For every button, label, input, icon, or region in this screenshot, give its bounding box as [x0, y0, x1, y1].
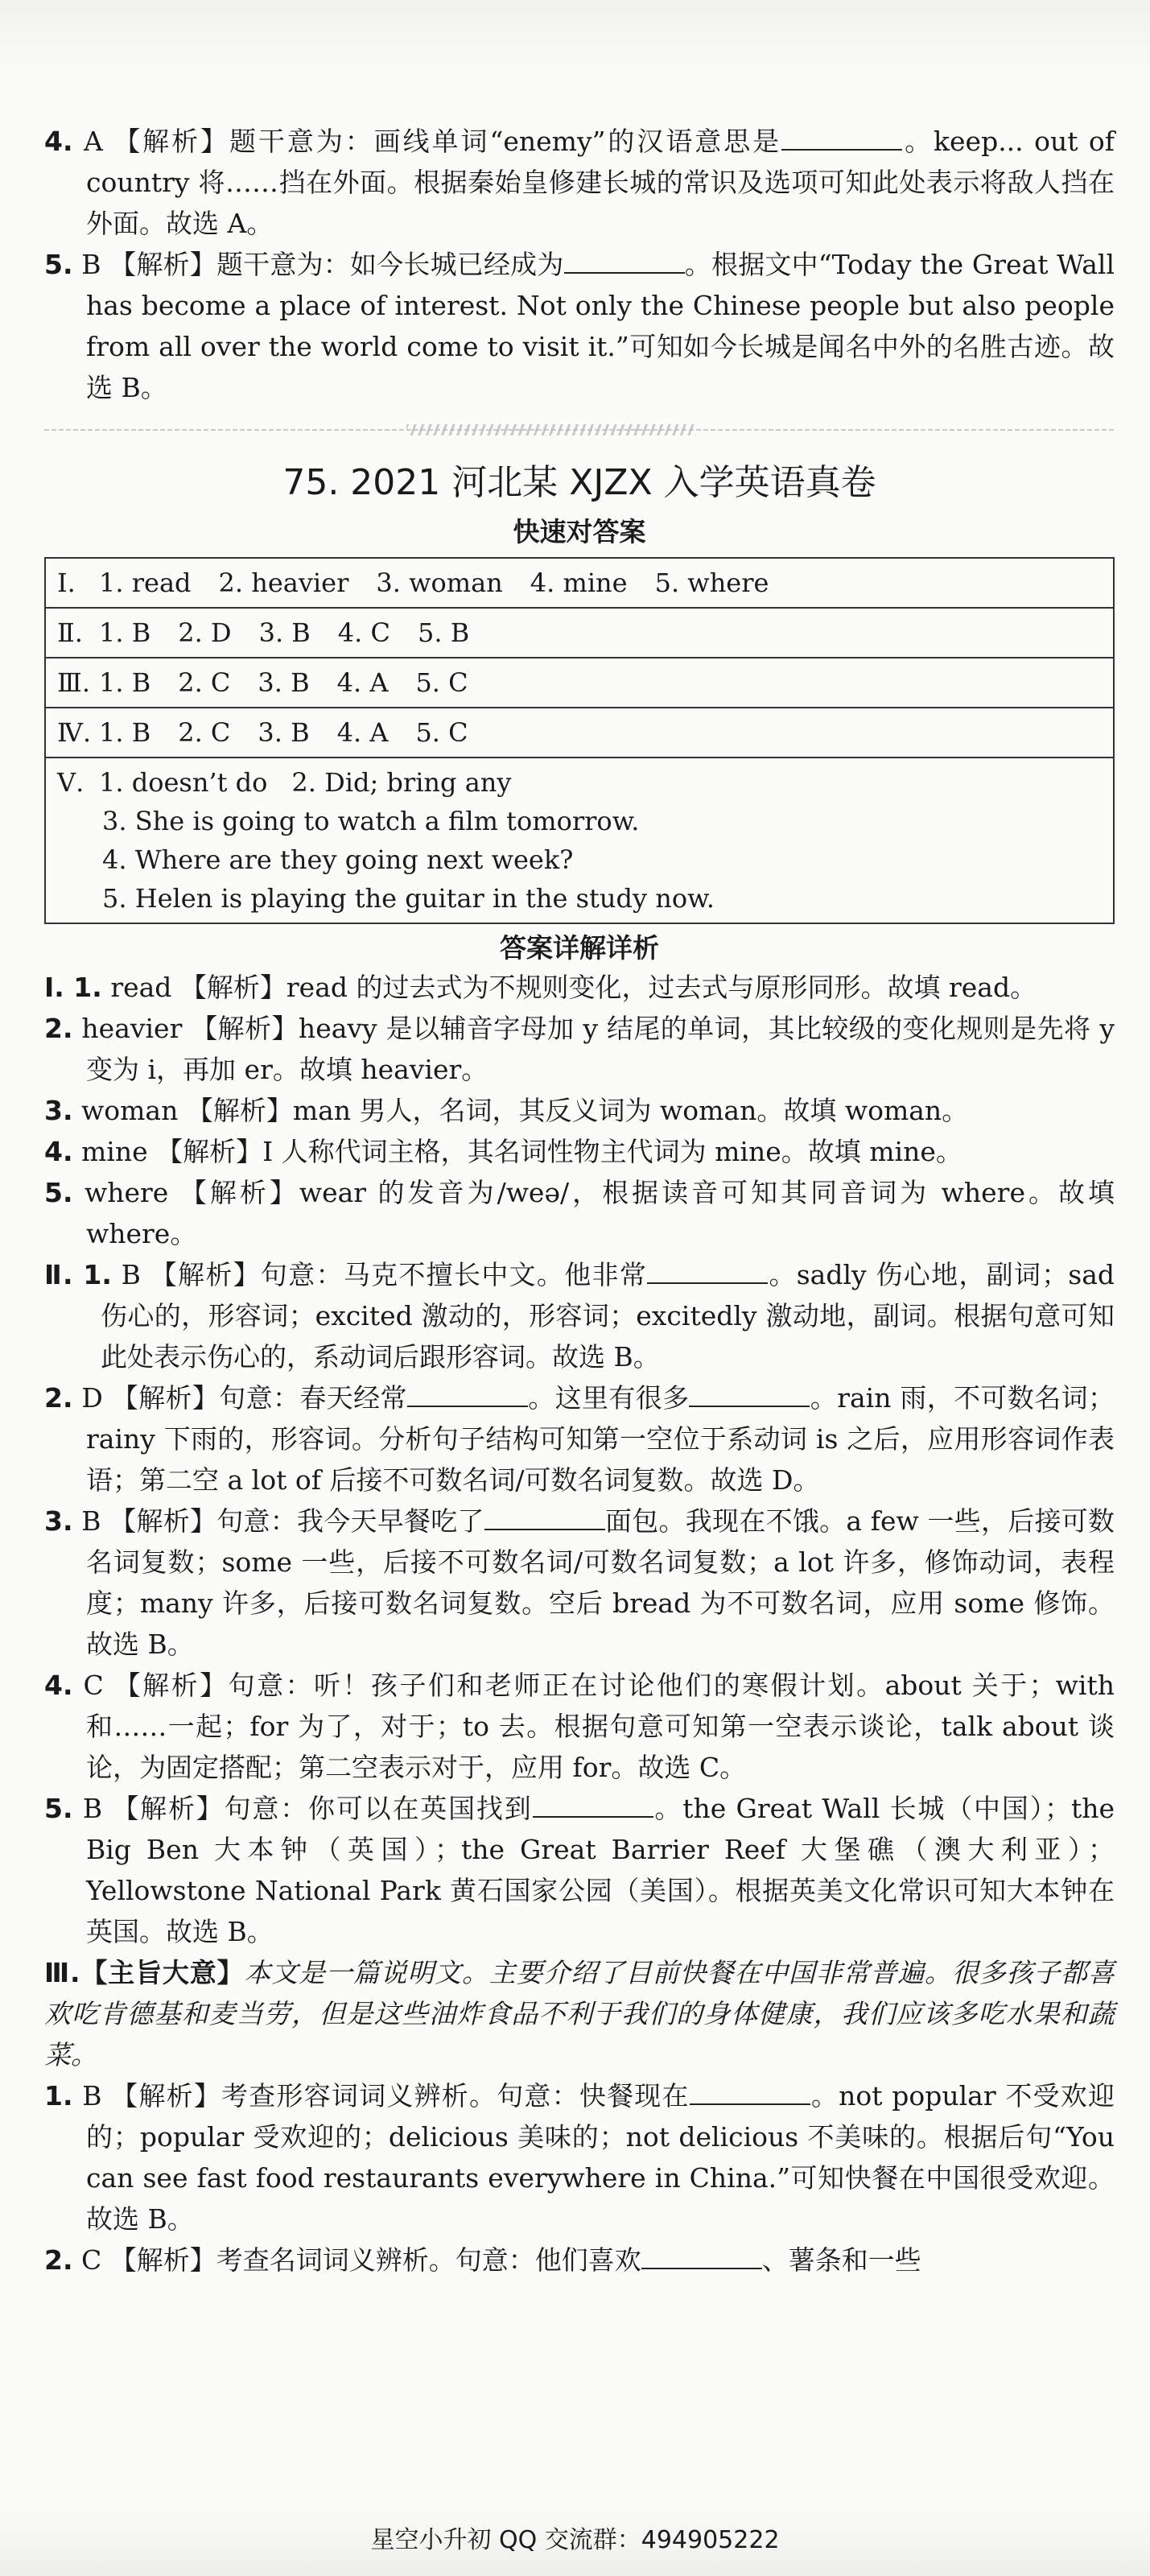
- detail-2-2: 2. D 【解析】句意：春天经常 。这里有很多 。rain 雨，不可数名词；rainy 下雨的，形容词。分析句子结构可知第一空位于系动词 is 之后，应用形容词作表语；第二空 a lot of 后接不可数名词/可数名词复数。故选 D。: [44, 1382, 1115, 1496]
- detail-2-4: 4. C 【解析】句意：听！孩子们和老师正在讨论他们的寒假计划。about 关于；with 和……一起；for 为了，对于；to 去。根据句意可知第一空表示谈论，talk about 谈论，为固定搭配；第二空表示对于，应用 for。故选 C。: [44, 1670, 1115, 1783]
- quick-row-5: Ⅴ. 1. doesn’t do 2. Did; bring any 3. She is going to watch a film tomorrow. 4. Where are they going next week? 5. Helen is playing the guitar in the study now.: [45, 758, 1114, 923]
- detail-1-4: 4. mine 【解析】I 人称代词主格，其名词性物主代词为 mine。故填 mine。: [44, 1136, 962, 1167]
- quick-row-3: Ⅲ. 1. B 2. C 3. B 4. A 5. C: [45, 658, 1114, 708]
- detail-1-2: 2. heavier 【解析】heavy 是以辅音字母加 y 结尾的单词，其比较级的变化规则是先将 y 变为 i，再加 er。故填 heavier。: [44, 1013, 1115, 1085]
- quick-row-2: Ⅱ. 1. B 2. D 3. B 4. C 5. B: [45, 608, 1114, 658]
- top-item-5: 5. B 【解析】题干意为：如今长城已经成为 。根据文中“Today the Great Wall has become a place of interest. Not only the Chinese people but also people from all over the world come to visit it.”可知如今长城是闻名中外的名胜古迹。故选 B。: [44, 249, 1115, 403]
- scan-edge-top: [0, 0, 1150, 76]
- quick-row-4: Ⅳ. 1. B 2. C 3. B 4. A 5. C: [45, 708, 1114, 758]
- detail-1-1: Ⅰ. 1. read 【解析】read 的过去式为不规则变化，过去式与原形同形。故填 read。: [44, 972, 1037, 1003]
- detail-1-5: 5. where 【解析】wear 的发音为/weə/，根据读音可知其同音词为 where。故填 where。: [44, 1177, 1115, 1249]
- detail-3-summary: Ⅲ.【主旨大意】本文是一篇说明文。主要介绍了目前快餐在中国非常普遍。很多孩子都喜欢吃肯德基和麦当劳，但是这些油炸食品不利于我们的身体健康，我们应该多吃水果和蔬菜。: [44, 1957, 1115, 2070]
- quick-answers-table: [44, 557, 1115, 924]
- detail-2-5: 5. B 【解析】句意：你可以在英国找到 。the Great Wall 长城（中国）；the Big Ben 大本钟（英国）；the Great Barrier Reef 大堡礁（澳大利亚）；Yellowstone National Park 黄石国家公园（美国）。根据英美文化常识可知大本钟在英国。故选 B。: [44, 1793, 1115, 1947]
- detail-3-2: 2. C 【解析】考查名词词义辨析。句意：他们喜欢 、薯条和一些: [44, 2244, 921, 2276]
- document-page: [44, 121, 1115, 2281]
- detail-title: 答案详解详析: [500, 932, 659, 964]
- detail-3-1: 1. B 【解析】考查形容词词义辨析。句意：快餐现在 。not popular 不受欢迎的；popular 受欢迎的；delicious 美味的；not delicious 不美味的。根据后句“You can see fast food restaurants everywhere in China.”可知快餐在中国很受欢迎。故选 B。: [44, 2080, 1115, 2235]
- paper-title: 75. 2021 河北某 XJZX 入学英语真卷: [282, 462, 876, 503]
- top-item-4: 4. A 【解析】题干意为：画线单词“enemy”的汉语意思是 。keep... out of country 将……挡在外面。根据秦始皇修建长城的常识及选项可知此处表示将敌人挡在外面。故选 A。: [44, 126, 1115, 239]
- detail-1-3: 3. woman 【解析】man 男人，名词，其反义词为 woman。故填 woman。: [44, 1095, 969, 1126]
- quick-row-1: Ⅰ. 1. read 2. heavier 3. woman 4. mine 5. where: [45, 558, 1114, 608]
- detail-2-1: Ⅱ. 1. B 【解析】句意：马克不擅长中文。他非常 。sadly 伤心地，副词；sad 伤心的，形容词；excited 激动的，形容词；excitedly 激动地，副词。根据句意可知此处表示伤心的，系动词后跟形容词。故选 B。: [44, 1259, 1115, 1373]
- detail-2-3: 3. B 【解析】句意：我今天早餐吃了 面包。我现在不饿。a few 一些，后接可数名词复数；some 一些，后接不可数名词/可数名词复数；a lot 许多，修饰动词，表程度；many 许多，后接可数名词复数。空后 bread 为不可数名词，应用 some 修饰。故选 B。: [44, 1505, 1115, 1660]
- section-divider: [44, 416, 1115, 444]
- page-footer: 星空小升初 QQ 交流群：494905222: [370, 2526, 780, 2554]
- quick-answers-title: 快速对答案: [513, 516, 646, 547]
